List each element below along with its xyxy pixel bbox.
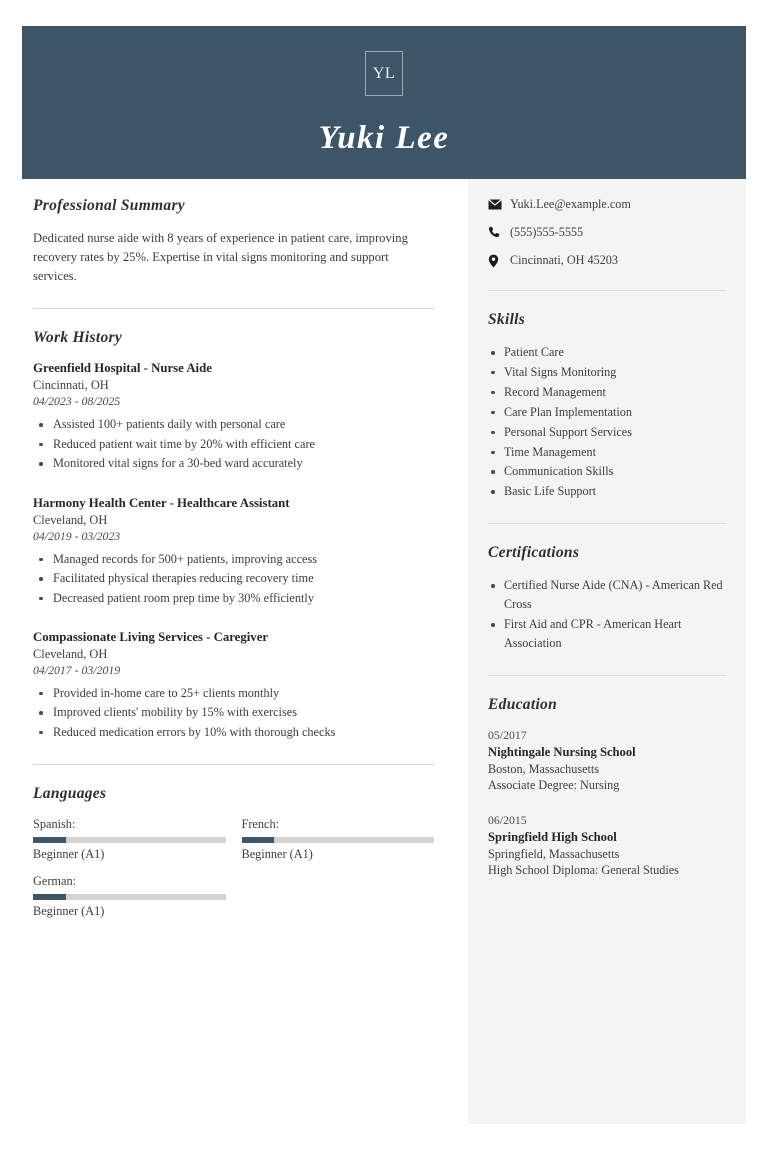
language-proficiency-fill (242, 837, 275, 843)
resume-header (22, 26, 746, 179)
sidebar-column (468, 179, 746, 1124)
language-item (33, 817, 226, 862)
phone-icon (488, 226, 510, 239)
section-education (488, 696, 726, 878)
envelope-icon (488, 199, 510, 210)
work-history-entry (33, 630, 434, 742)
education-heading: Education (488, 695, 558, 713)
certifications-heading: Certifications (488, 544, 580, 562)
work-history-entry (33, 496, 434, 608)
language-proficiency-bar (33, 837, 226, 843)
job-bullet-list (33, 684, 434, 742)
education-degree: Associate Degree: Nursing (488, 777, 620, 792)
divider-work-history (33, 764, 434, 765)
skill-item: Care Plan Implementation (488, 403, 726, 422)
languages-grid (33, 817, 434, 919)
divider-contact (488, 290, 726, 291)
skill-item: Patient Care (488, 343, 726, 362)
resume-body (22, 179, 746, 1124)
job-title: Harmony Health Center - Healthcare Assistant (33, 495, 290, 510)
language-item (242, 817, 435, 862)
language-proficiency-fill (33, 894, 66, 900)
skills-heading: Skills (488, 311, 526, 328)
skill-item: Personal Support Services (488, 423, 726, 442)
skill-item: Basic Life Support (488, 482, 726, 501)
education-school: Nightingale Nursing School (488, 744, 636, 759)
contact-location-text: Cincinnati, OH 45203 (510, 253, 618, 267)
contact-row-location (488, 253, 726, 268)
job-dates: 04/2017 - 03/2019 (33, 662, 121, 677)
education-degree: High School Diploma: General Studies (488, 862, 679, 877)
monogram-badge (365, 51, 403, 96)
work-history-entry (33, 361, 434, 473)
certification-item: Certified Nurse Aide (CNA) - American Red Cross (488, 576, 726, 614)
job-bullet: Reduced patient wait time by 20% with efficient care (33, 435, 434, 454)
job-title: Greenfield Hospital - Nurse Aide (33, 361, 212, 376)
skills-list (488, 343, 726, 501)
skill-item: Record Management (488, 383, 726, 402)
education-school: Springfield High School (488, 829, 617, 844)
section-skills (488, 311, 726, 501)
language-item (33, 874, 226, 919)
skill-item: Communication Skills (488, 462, 726, 481)
job-bullet: Provided in-home care to 25+ clients monthly (33, 684, 434, 703)
language-name: German: (33, 874, 77, 889)
job-bullet: Monitored vital signs for a 30-bed ward accurately (33, 454, 434, 473)
divider-skills (488, 523, 726, 524)
contact-row-phone (488, 225, 726, 240)
job-bullet: Assisted 100+ patients daily with personal care (33, 415, 434, 434)
location-pin-icon (488, 254, 510, 268)
job-bullet: Decreased patient room prep time by 30% efficiently (33, 589, 434, 608)
contact-email-text: Yuki.Lee@example.com (510, 197, 631, 211)
summary-heading: Professional Summary (33, 197, 185, 214)
language-proficiency-fill (33, 837, 66, 843)
candidate-name: Yuki Lee (318, 120, 450, 156)
language-proficiency-bar (33, 894, 226, 900)
job-dates: 04/2019 - 03/2023 (33, 528, 121, 543)
education-entry (488, 728, 726, 793)
education-date: 06/2015 (488, 812, 527, 827)
section-work-history (33, 329, 434, 742)
language-name: Spanish: (33, 817, 76, 832)
section-certifications (488, 544, 726, 653)
job-dates: 04/2023 - 08/2025 (33, 394, 121, 409)
job-location: Cleveland, OH (33, 646, 108, 661)
education-date: 05/2017 (488, 727, 527, 742)
section-professional-summary (33, 197, 434, 286)
job-location: Cincinnati, OH (33, 378, 109, 393)
job-bullet: Reduced medication errors by 10% with thorough checks (33, 723, 434, 742)
skill-item: Vital Signs Monitoring (488, 363, 726, 382)
monogram-initials: YL (372, 64, 396, 82)
section-languages (33, 785, 434, 919)
contact-phone-text: (555)555-5555 (510, 225, 584, 239)
work-history-heading: Work History (33, 329, 123, 347)
certifications-list (488, 576, 726, 653)
job-location: Cleveland, OH (33, 512, 108, 527)
job-bullet-list (33, 415, 434, 473)
contact-list (488, 197, 726, 268)
divider-certifications (488, 675, 726, 676)
divider-summary (33, 308, 434, 309)
languages-heading: Languages (33, 785, 107, 803)
language-level: Beginner (A1) (241, 847, 313, 862)
language-name: French: (241, 817, 280, 832)
education-entry (488, 813, 726, 878)
language-proficiency-bar (242, 837, 435, 843)
summary-text: Dedicated nurse aide with 8 years of experience in patient care, improving recovery rates by 25%. Expertise in vital signs monitoring and support services. (33, 231, 408, 284)
job-bullet: Improved clients' mobility by 15% with exercises (33, 703, 434, 722)
job-bullet-list (33, 550, 434, 608)
education-location: Springfield, Massachusetts (488, 846, 620, 861)
education-location: Boston, Massachusetts (488, 761, 600, 776)
skill-item: Time Management (488, 443, 726, 462)
job-bullet: Facilitated physical therapies reducing recovery time (33, 569, 434, 588)
certification-item: First Aid and CPR - American Heart Association (488, 615, 726, 653)
resume-page (22, 26, 746, 1124)
contact-row-email (488, 197, 726, 212)
main-column (22, 179, 468, 1124)
language-item-empty (242, 874, 435, 919)
job-title: Compassionate Living Services - Caregiver (33, 629, 269, 644)
job-bullet: Managed records for 500+ patients, improving access (33, 550, 434, 569)
language-level: Beginner (A1) (33, 904, 105, 919)
language-level: Beginner (A1) (33, 847, 105, 862)
